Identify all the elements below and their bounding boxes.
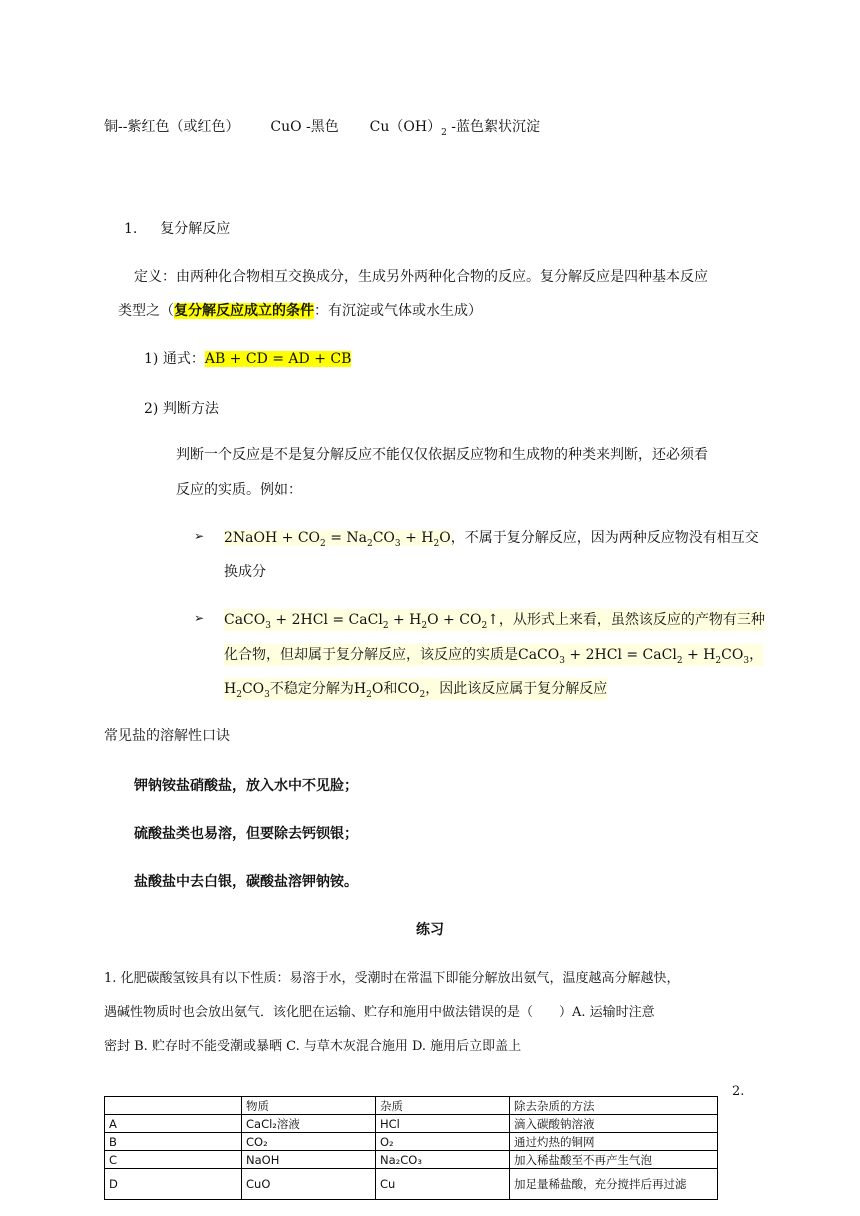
table-cell: Na₂CO₃	[376, 1151, 510, 1169]
table-cell: 滴入碳酸钠溶液	[510, 1115, 718, 1133]
question-2-number: 2.	[732, 1084, 745, 1099]
table-row	[105, 1133, 718, 1151]
table-cell: C	[105, 1151, 242, 1169]
example-2-line-2	[224, 644, 763, 666]
solubility-line-1: 钾钠铵盐硝酸盐，放入水中不见脸；	[134, 778, 358, 794]
table-cell: CO₂	[242, 1133, 376, 1151]
example-2-text-c: ，因此该反应属于复分解反应	[425, 681, 608, 697]
cuoh2-label: Cu（OH）	[369, 119, 442, 135]
condition-highlight: 复分解反应成立的条件	[174, 303, 314, 319]
definition-prefix: 类型之（	[118, 303, 174, 319]
table-cell: A	[105, 1115, 242, 1133]
table-cell: O₂	[376, 1133, 510, 1151]
solubility-heading: 常见盐的溶解性口诀	[104, 728, 230, 744]
table-cell: HCl	[376, 1115, 510, 1133]
table-cell: Cu	[376, 1169, 510, 1200]
example-1-line-2: 换成分	[224, 564, 266, 580]
h2co3: $H_2CO_3$	[224, 681, 270, 700]
table-cell: 加足量稀盐酸，充分搅拌后再过滤	[510, 1169, 718, 1200]
general-formula: AB + CD = AD + CB	[204, 351, 352, 367]
header-cell: 除去杂质的方法	[510, 1097, 718, 1115]
table-cell: 通过灼热的铜网	[510, 1133, 718, 1151]
method-label: 2) 判断方法	[144, 401, 219, 417]
table-row	[105, 1151, 718, 1169]
reaction-caco3-hcl: CaCO$_3$ + 2HCl = CaCl$_2$ + $H_2O$ + $CO_2↑$	[224, 612, 499, 631]
question-1-line-1: 1. 化肥碳酸氢铵具有以下性质：易溶于水，受潮时在常温下即能分解放出氨气，温度越高分解越快，	[104, 971, 680, 986]
reaction-essence: CaCO$_3$ + 2HCl = CaCl$_2$ + $H_2CO_3$，	[518, 647, 764, 666]
table-cell: NaOH	[242, 1151, 376, 1169]
example-1-explanation: ，不属于复分解反应，因为两种反应物没有相互交	[450, 530, 759, 546]
co2: $CO_2$	[397, 681, 426, 700]
example-2-text: 化合物，但却属于复分解反应，该反应的实质是	[224, 647, 518, 663]
h2o: $H_2O$	[353, 681, 384, 700]
section-number: 1.	[124, 221, 138, 237]
table-cell: CuO	[242, 1169, 376, 1200]
table-header-row	[105, 1097, 718, 1115]
example-1-line-1	[224, 527, 759, 549]
definition-suffix: ：有沉淀或气体或水生成）	[314, 303, 482, 319]
copper-color-note	[104, 116, 540, 138]
bullet-icon: ➢	[194, 611, 205, 625]
example-2-explanation: ，从形式上来看，虽然该反应的产物有三种	[498, 612, 765, 628]
question-1-line-3: 密封 B. 贮存时不能受潮或暴晒 C. 与草木灰混合施用 D. 施用后立即盖上	[104, 1039, 522, 1054]
example-2-text-a: 不稳定分解为	[269, 681, 354, 697]
table-row	[105, 1115, 718, 1133]
table-cell: B	[105, 1133, 242, 1151]
table-cell: D	[105, 1169, 242, 1200]
cuo-color: CuO -黑色	[270, 119, 339, 135]
solubility-line-2: 硫酸盐类也易溶，但要除去钙钡银；	[134, 826, 358, 842]
formula-label: 1) 通式：	[144, 351, 205, 367]
header-cell: 物质	[242, 1097, 376, 1115]
example-2-text-b: 和	[383, 681, 398, 697]
reaction-naoh-co2: 2NaOH + $CO_2 = Na_2CO_3 + H_2O$	[224, 530, 451, 549]
impurity-table	[104, 1096, 718, 1200]
table-cell: CaCl₂溶液	[242, 1115, 376, 1133]
definition-line-1: 定义：由两种化合物相互交换成分，生成另外两种化合物的反应。复分解反应是四种基本反应	[134, 269, 708, 285]
example-2-line-1	[224, 609, 765, 631]
definition-line-2	[118, 300, 482, 320]
practice-title: 练习	[416, 922, 444, 938]
method-line-1: 判断一个反应是不是复分解反应不能仅仅依据反应物和生成物的种类来判断，还必须看	[176, 447, 708, 463]
header-cell	[105, 1097, 242, 1115]
bullet-icon: ➢	[194, 529, 205, 543]
cuoh2-subscript: 2	[441, 127, 447, 138]
example-2-line-3	[224, 678, 607, 700]
header-cell: 杂质	[376, 1097, 510, 1115]
solubility-line-3: 盐酸盐中去白银，碳酸盐溶钾钠铵。	[134, 874, 358, 890]
formula-line	[144, 348, 351, 368]
section-heading	[124, 218, 230, 238]
table-cell: 加入稀盐酸至不再产生气泡	[510, 1151, 718, 1169]
cuoh2-color: -蓝色絮状沉淀	[446, 119, 541, 135]
copper-color: 铜--紫红色（或红色）	[104, 119, 240, 135]
question-1-line-2: 遇碱性物质时也会放出氨气．该化肥在运输、贮存和施用中做法错误的是（ ）A. 运输时注意	[104, 1005, 655, 1020]
method-line-2: 反应的实质。例如：	[176, 482, 302, 498]
table-row	[105, 1169, 718, 1200]
section-title: 复分解反应	[160, 221, 231, 237]
